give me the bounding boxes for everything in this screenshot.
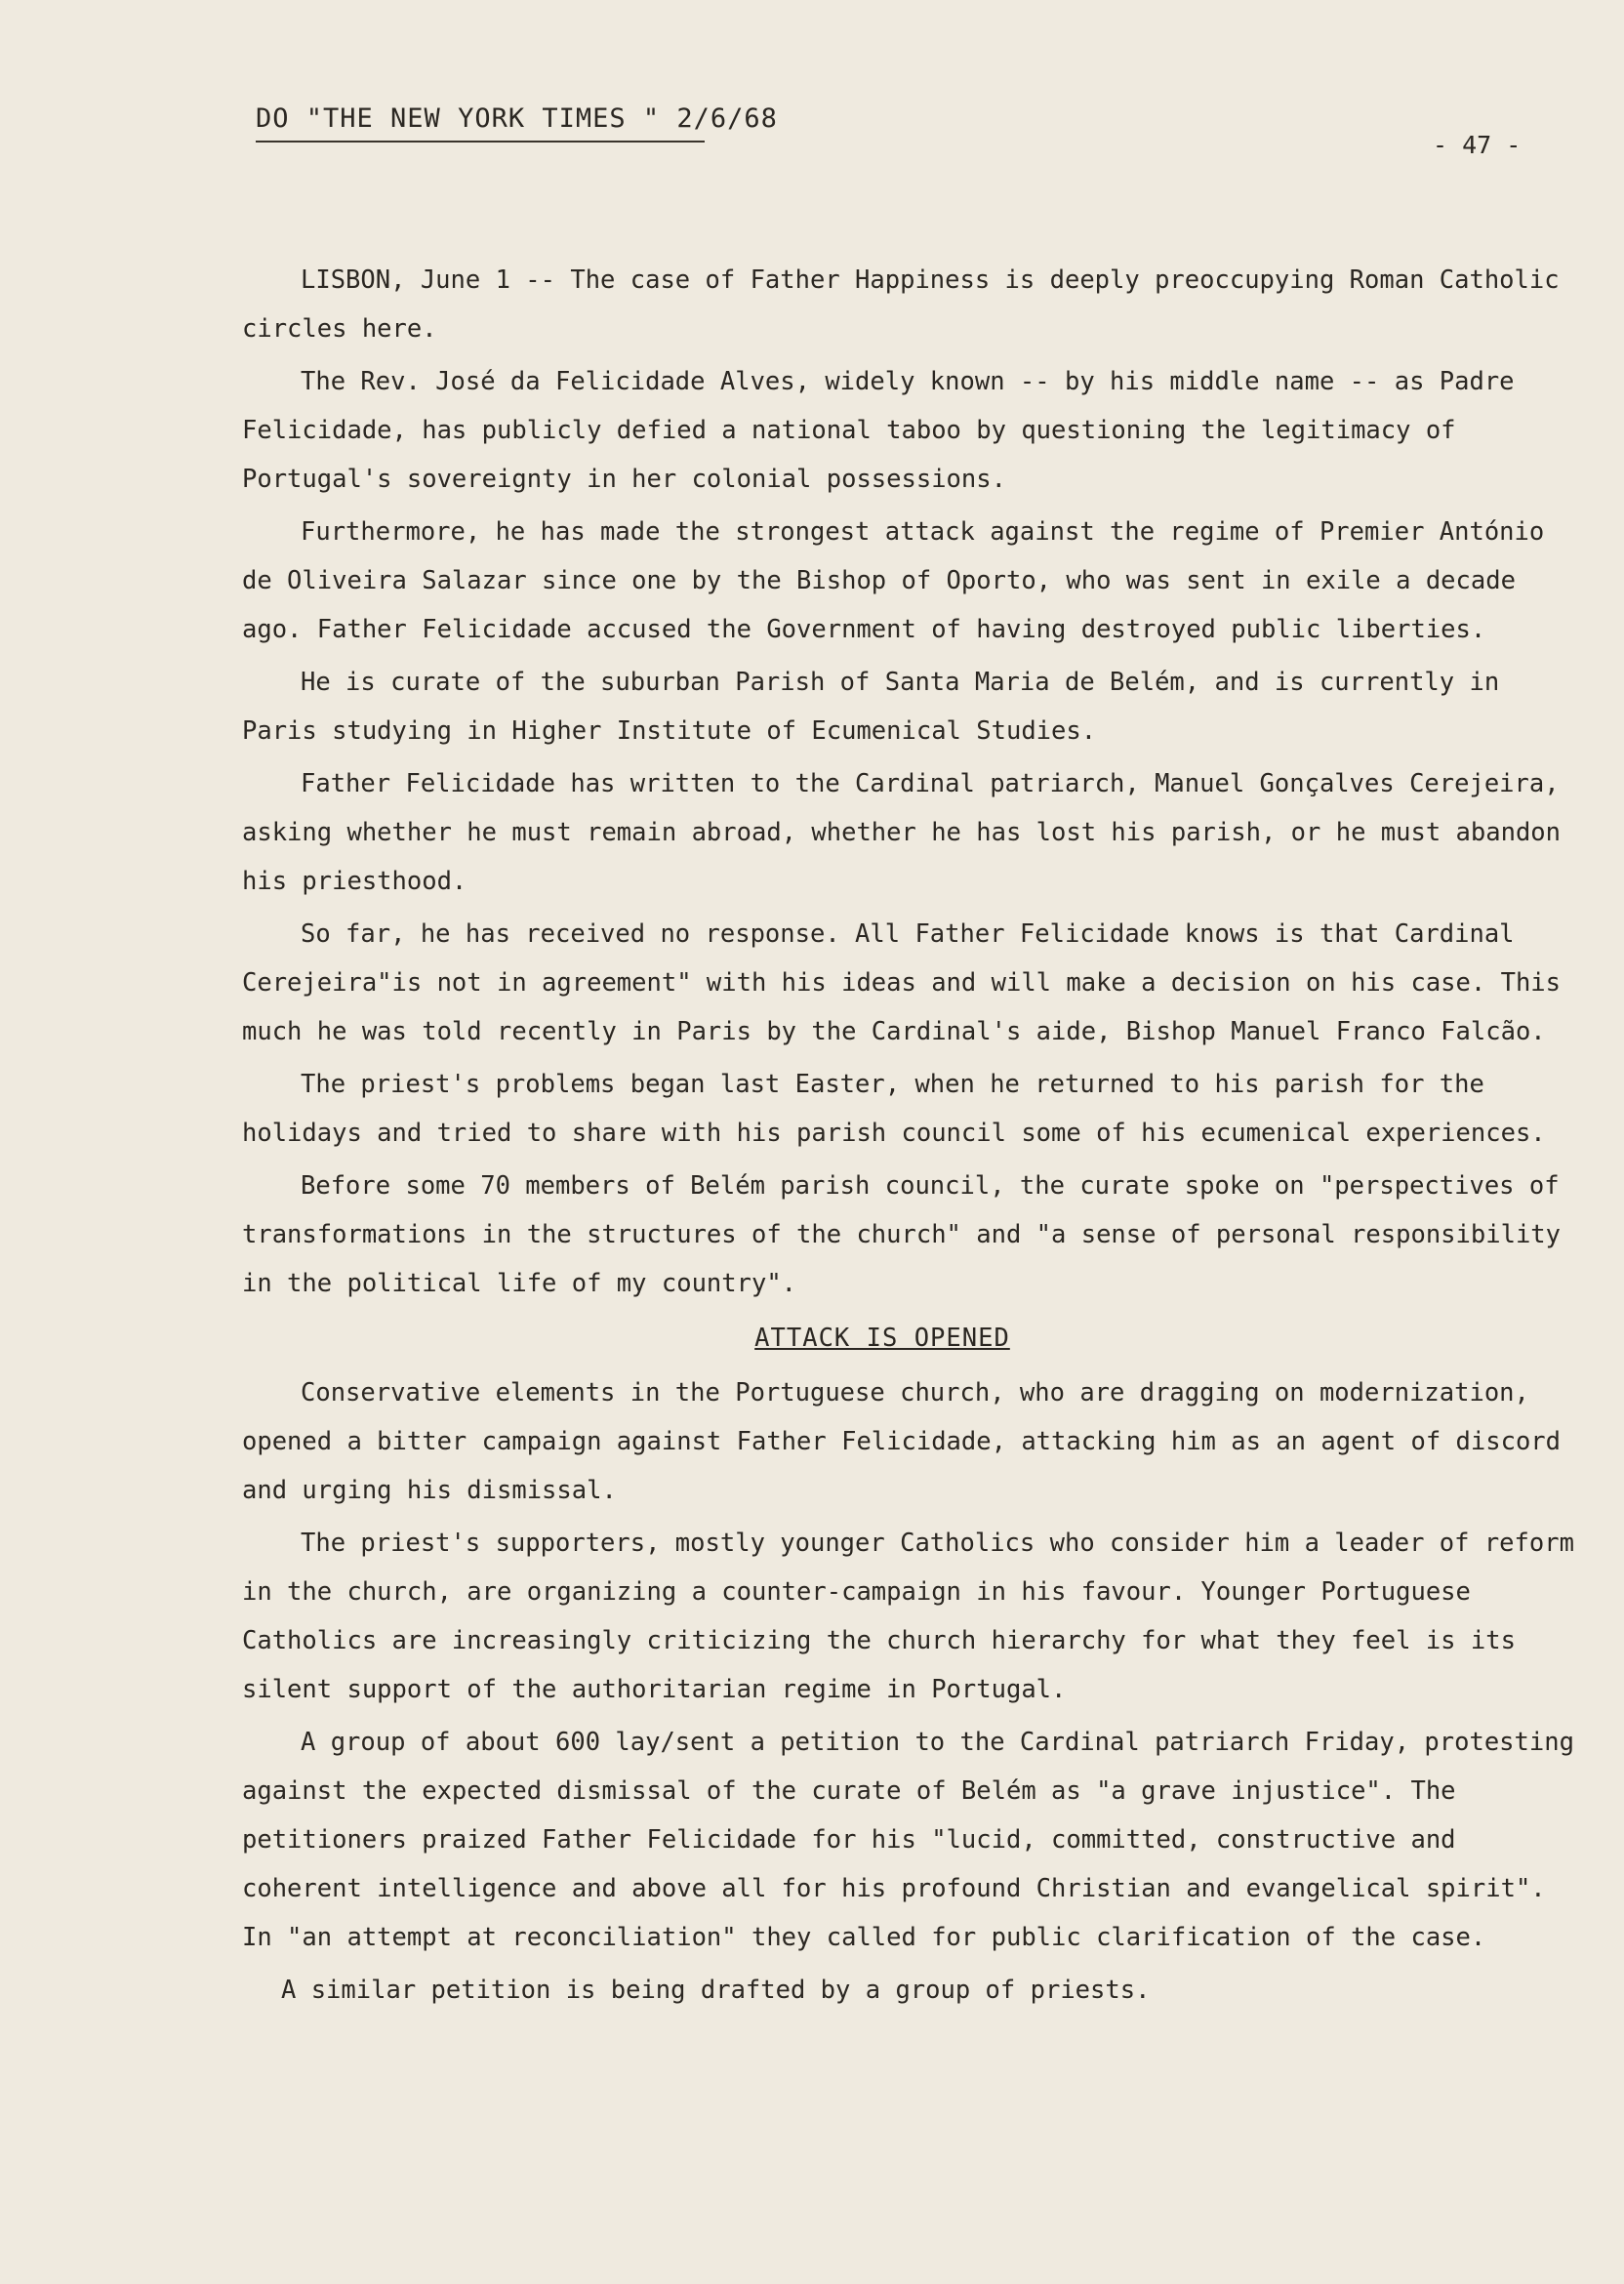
- header-underline: [256, 141, 705, 143]
- paragraph: The priest's supporters, mostly younger Catholics who consider him a leader of reform in the church, are organizing a counter-campaign in his favour. Younger Portuguese Catholics are increasingly criticizing the church hierarchy for what they feel is its silent support of the authoritarian regime in Portugal.: [242, 1529, 1574, 1704]
- section-heading: ATTACK IS OPENED: [754, 1324, 1010, 1353]
- page-number: - 47 -: [1433, 131, 1522, 159]
- paragraph: LISBON, June 1 -- The case of Father Happiness is deeply preoccupying Roman Catholic circles here.: [242, 265, 1560, 344]
- paragraph: The Rev. José da Felicidade Alves, widely known -- by his middle name -- as Padre Felicidade, has publicly defied a national taboo by questioning the legitimacy of Portugal's sovereignty in her colonial possessions.: [242, 367, 1515, 494]
- article-body: [242, 256, 1581, 2019]
- paragraph: Father Felicidade has written to the Cardinal patriarch, Manuel Gonçalves Cerejeira, asking whether he must remain abroad, whether he has lost his parish, or he must abandon his priesthood.: [242, 769, 1562, 896]
- paragraph: Before some 70 members of Belém parish council, the curate spoke on "perspectives of transformations in the structures of the church" and "a sense of personal responsibility in the political life of my country".: [242, 1171, 1562, 1298]
- paragraph: A similar petition is being drafted by a group of priests.: [281, 1976, 1151, 2005]
- paragraph: Furthermore, he has made the strongest attack against the regime of Premier António de Oliveira Salazar since one by the Bishop of Oporto, who was sent in exile a decade ago. Father Felicidade accused the Government of having destroyed public liberties.: [242, 517, 1545, 644]
- paragraph: The priest's problems began last Easter, when he returned to his parish for the holidays and tried to share with his parish council some of his ecumenical experiences.: [242, 1070, 1546, 1148]
- paragraph: He is curate of the suburban Parish of Santa Maria de Belém, and is currently in Paris studying in Higher Institute of Ecumenical Studies.: [242, 668, 1500, 746]
- paragraph: So far, he has received no response. All Father Felicidade knows is that Cardinal Cerejeira"is not in agreement" with his ideas and will make a decision on his case. This much he was told recently in Paris by the Cardinal's aide, Bishop Manuel Franco Falcão.: [242, 919, 1562, 1046]
- document-header: DO "THE NEW YORK TIMES " 2/6/68: [256, 103, 778, 134]
- paragraph: Conservative elements in the Portuguese church, who are dragging on modernization, opened a bitter campaign against Father Felicidade, attacking him as an agent of discord and urging his dismissal.: [242, 1378, 1562, 1505]
- paragraph: A group of about 600 lay/sent a petition to the Cardinal patriarch Friday, protesting against the expected dismissal of the curate of Belém as "a grave injustice". The petitioners praized Father Felicidade for his "lucid, committed, constructive and coherent intelligence and above all for his profound Christian and evangelical spirit". In "an attempt at reconciliation" they called for public clarification of the case.: [242, 1728, 1574, 1952]
